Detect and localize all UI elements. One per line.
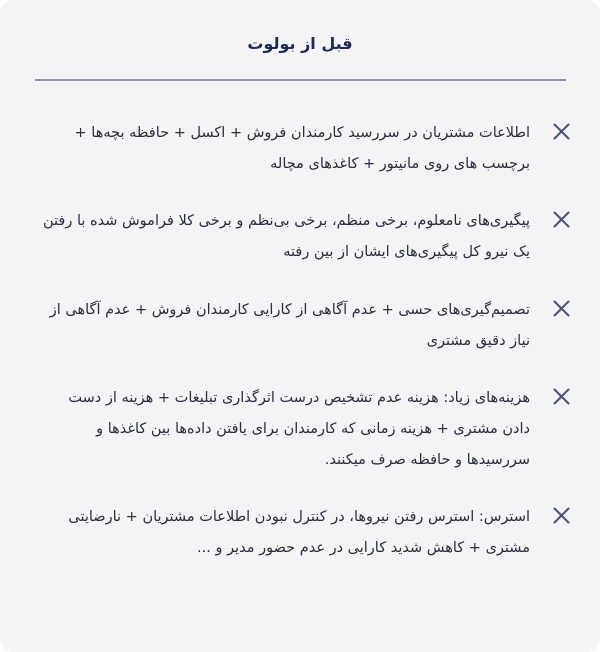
close-icon: [553, 300, 570, 317]
list-item-text: استرس: استرس رفتن نیروها، در کنترل نبودن اطلاعات مشتریان + نارضایتی مشتری + کاهش شدید کارایی در عدم حضور مدیر و ...: [68, 509, 530, 556]
list-item-text: تصمیم‌گیری‌های حسی + عدم آگاهی از کارایی کارمندان فروش + عدم آگاهی از نیاز دقیق مشتری: [49, 302, 530, 349]
close-icon: [553, 211, 570, 228]
problem-list: [40, 118, 570, 564]
list-item-text: پیگیری‌های نامعلوم، برخی منظم، برخی بی‌نظم و برخی کلا فراموش شده با رفتن یک نیرو کل پیگیری‌های ایشان از بین رفته: [43, 213, 530, 260]
list-item: [40, 383, 570, 502]
list-item-text: هزینه‌های زیاد: هزینه عدم تشخیص درست اثرگذاری تبلیغات + هزینه از دست دادن مشتری + هزینه زمانی که کارمندان برای یافتن داده‌ها بین کاغذها و سررسیدها و حافظه صرف میکنند.: [68, 390, 530, 468]
card-title: قبل از بولوت: [247, 34, 353, 53]
list-item: [40, 295, 570, 383]
list-item-text: اطلاعات مشتریان در سررسید کارمندان فروش + اکسل + حافظه بچه‌ها + برچسب های روی مانیتور + کاغذهای مچاله: [74, 125, 530, 172]
list-item: [40, 206, 570, 295]
close-icon: [553, 123, 570, 140]
list-item: [40, 118, 570, 206]
title-divider: [35, 79, 566, 81]
close-icon: [553, 507, 570, 524]
close-icon: [553, 388, 570, 405]
list-item: [40, 502, 570, 564]
